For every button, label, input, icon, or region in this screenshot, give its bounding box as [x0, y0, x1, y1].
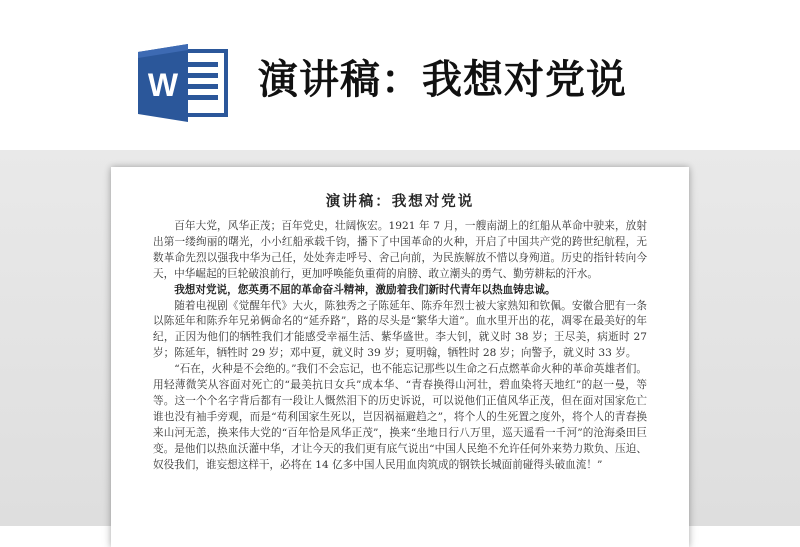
document-title: 演讲稿：我想对党说: [325, 194, 475, 210]
paragraph-bold: 我想对党说，您英勇不屈的革命奋斗精神，激励着我们新时代青年以热血铸忠诚。: [174, 283, 556, 296]
word-app-icon: [138, 44, 230, 122]
page-title: 演讲稿：我想对党说: [258, 57, 627, 103]
word-logo-letter: W: [147, 67, 179, 103]
paragraph: 百年大党，风华正茂；百年党史，壮阔恢宏。1921 年 7 月，一艘南湖上的红船从革命中驶来，放射出第一缕绚丽的曙光，小小红船承载千钧，播下了中国革命的火种，开启了中国共产党的跨世纪航程，无数革命先烈以强我中华为己任，处处奔走呼号、舍己向前，为民族解放不惜以身殉道。历史的指针转向今天，中华崛起的巨轮破浪前行，更加呼唤能负重荷的肩膀、敢立潮头的勇气、勤劳耕耘的汗水。: [153, 220, 647, 280]
word-logo-svg: [138, 44, 230, 122]
paragraph: “石在，火种是不会绝的。”我们不会忘记，也不能忘记那些以生命之石点燃革命火种的革命英雄者们。用轻薄微笑从容面对死亡的“最美抗日女兵”成本华、“青春换得山河壮，碧血染将天地红”的赵一曼，等等。这一个个名字背后都有一段让人慨然泪下的历史诉说，可以说他们正值风华正茂，但在面对国家危亡谁也没有袖手旁观，而是“苟利国家生死以，岂因祸福避趋之”，将个人的生死置之度外，将个人的青春换来山河无恙，换来伟大党的“百年恰是风华正茂”，换来“坐地日行八万里，巡天遥看一千河”的沧海桑田巨变。是他们以热血沃灌中华，才让今天的我们更有底气说出“中国人民绝不允许任何外来势力欺负、压迫、奴役我们，谁妄想这样干，必将在 14 亿多中国人民用血肉筑成的钢铁长城面前碰得头破血流！”: [153, 363, 647, 471]
document-body: [153, 219, 647, 474]
header: [0, 0, 800, 160]
paragraph: 随着电视剧《觉醒年代》大火，陈独秀之子陈延年、陈乔年烈士被大家熟知和钦佩。安徽合肥有一条以陈延年和陈乔年兄弟俩命名的“延乔路”，路的尽头是“繁华大道”。血水里开出的花，凋零在最美好的年纪，正因为他们的牺牲我们才能感受幸福生活、紫华盛世。李大钊，就义时 38 岁；王尽美，病逝时 27 岁；陈延年，牺牲时 29 岁；邓中夏，就义时 39 岁；夏明翰，牺牲时 28 岁；向警予，就义时 33 岁。: [153, 299, 647, 360]
document-page: [111, 167, 689, 547]
